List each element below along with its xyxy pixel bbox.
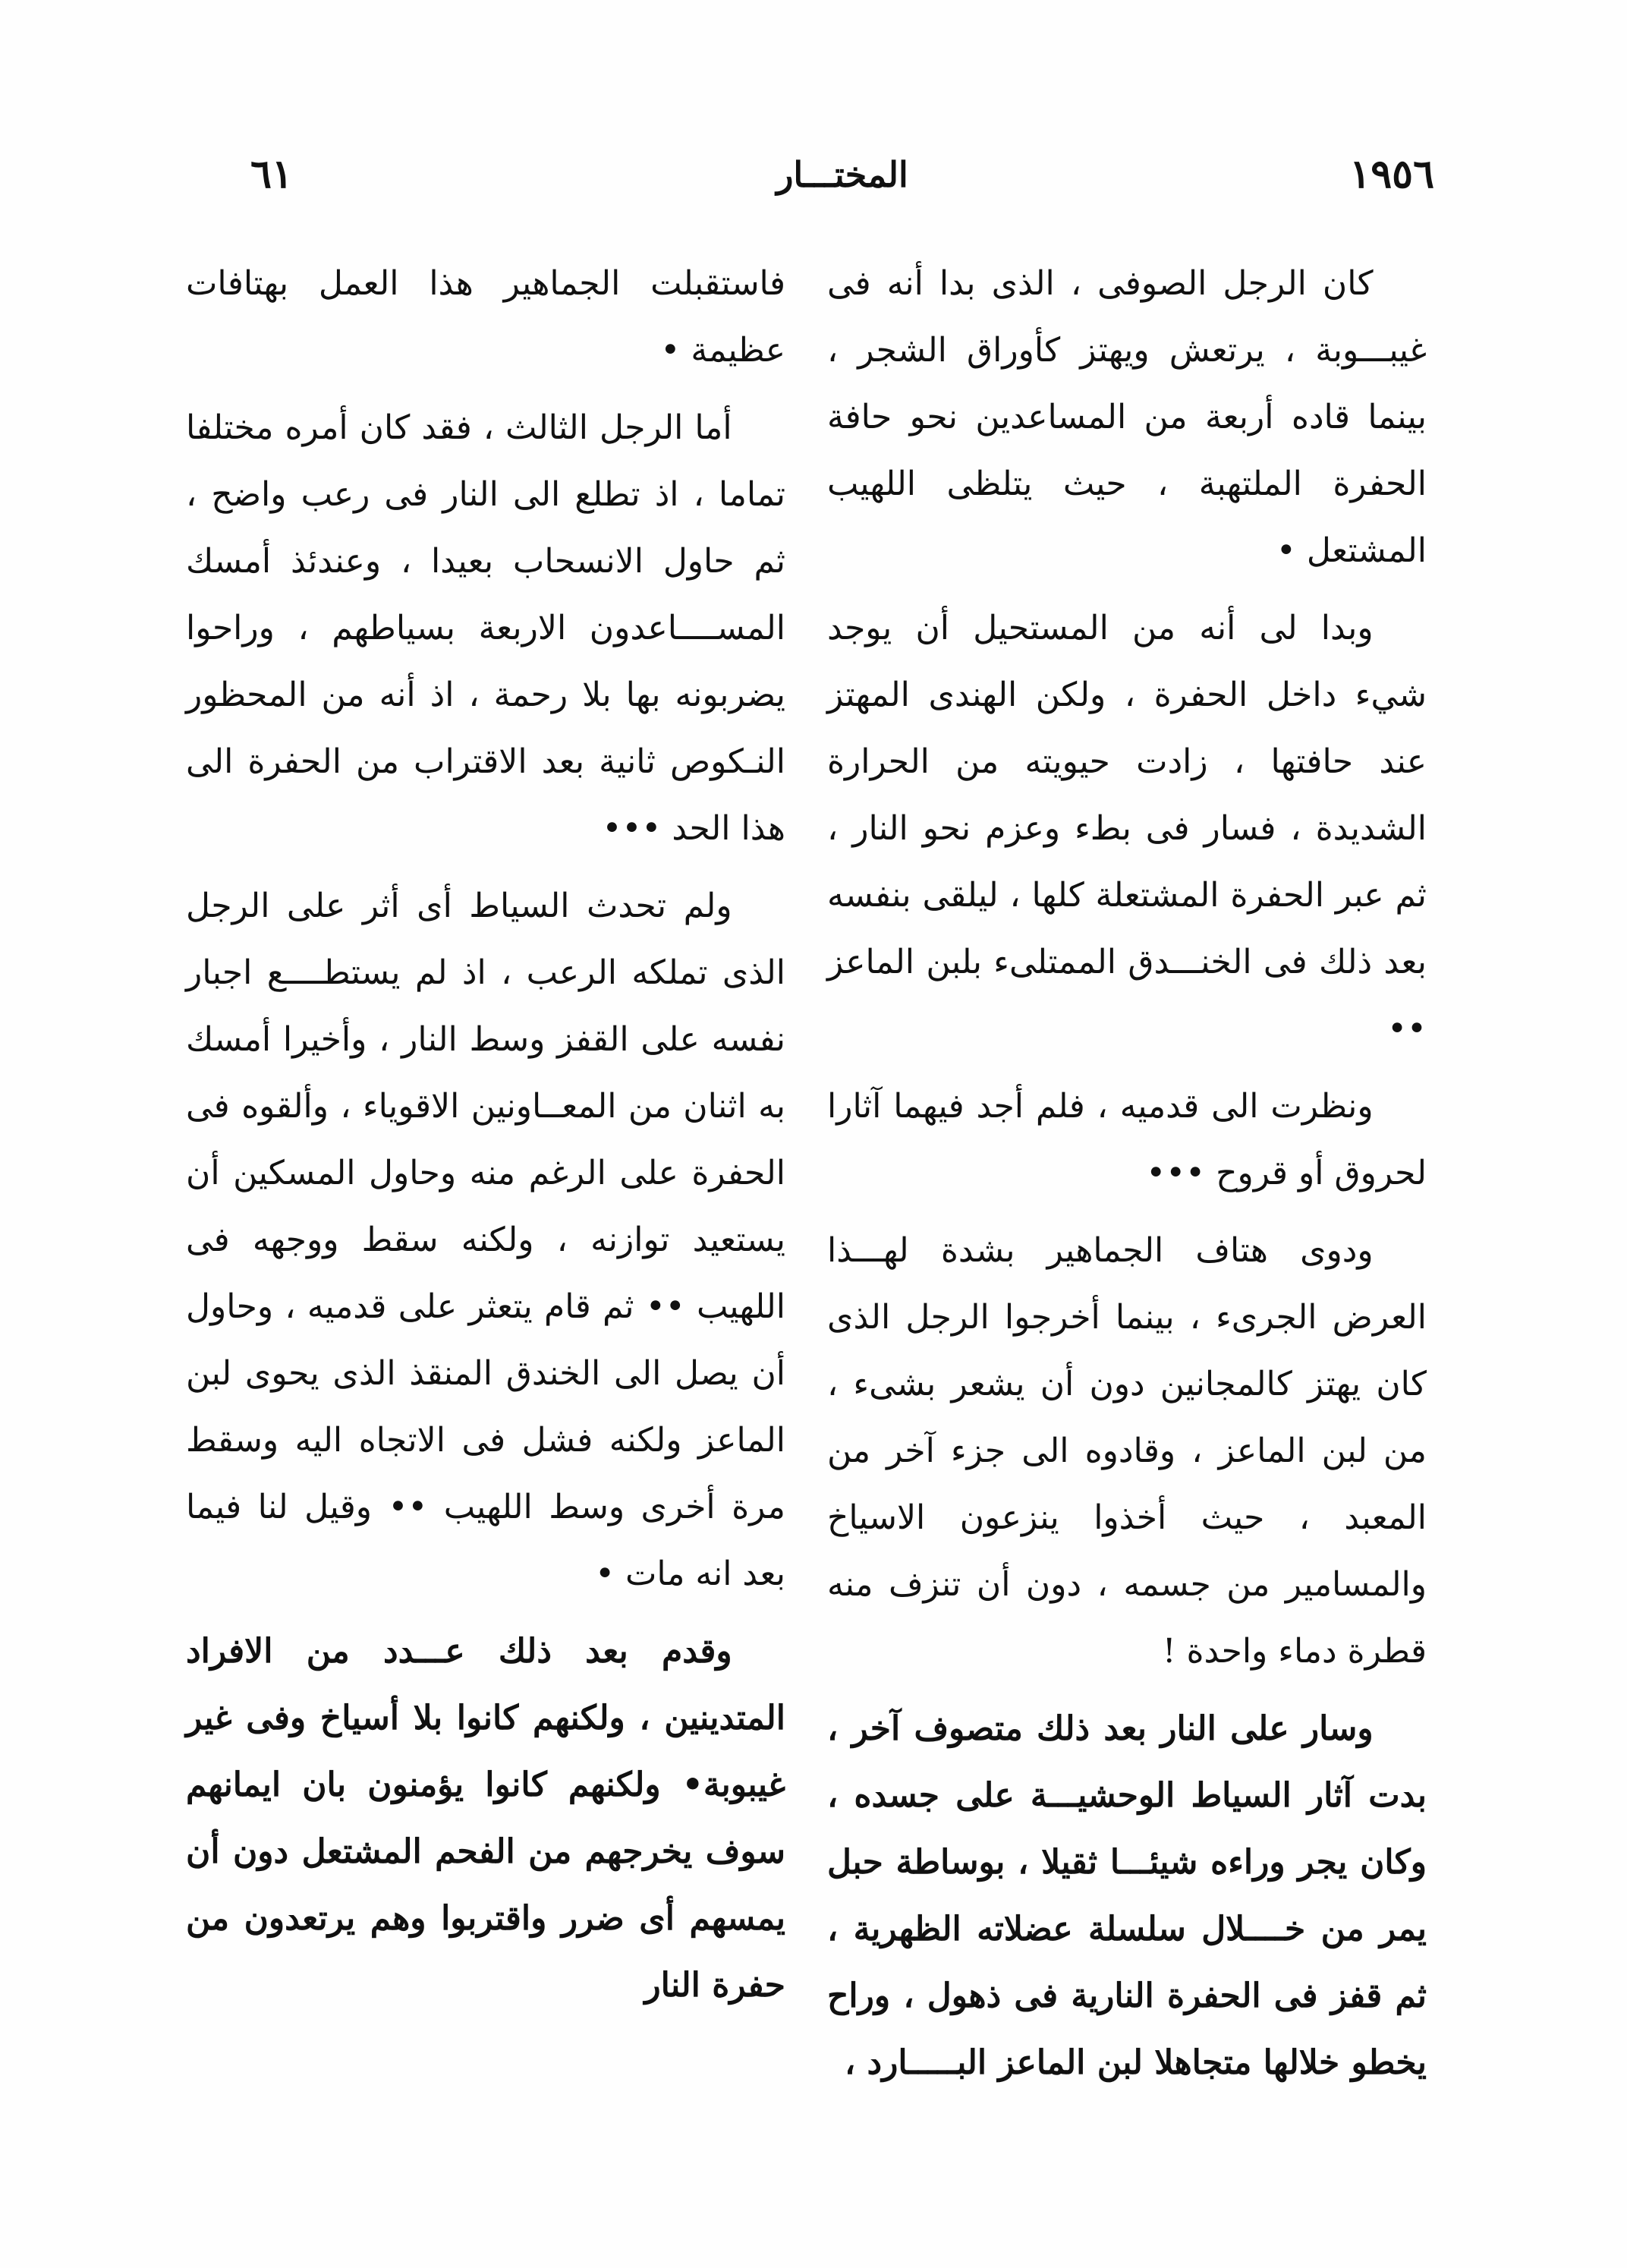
magazine-title: المختـــار xyxy=(776,154,908,195)
page-number: ٦١ xyxy=(250,151,293,197)
paragraph: وبدا لى أنه من المستحيل أن يوجد شيء داخل الحفرة ، ولكن الهندى المهتز عند حافتها ، زادت حيويته من الحرارة الشديدة ، فسار فى بطء وعزم نحو النار ، ثم عبر الحفرة المشتعلة كلها ، ليلقى بنفسه بعد ذلك فى الخنـــدق الممتلىء بلبن الماعز •• xyxy=(827,609,1427,1048)
paragraph: ولم تحدث السياط أى أثر على الرجل الذى تملكه الرعب ، اذ لم يستطــــع اجبار نفسه على القفز وسط النار ، وأخيرا أمسك به اثنان من المعــاونين الاقوياء ، وألقوه فى الحفرة على الرغم منه وحاول المسكين أن يستعيد توازنه ، ولكنه سقط ووجهه فى اللهيب •• ثم قام يتعثر على قدميه ، وحاول أن يصل الى الخندق المنقذ الذى يحوى لبن الماعز ولكنه فشل فى الاتجاه اليه وسقط مرة أخرى وسط اللهيب •• وقيل لنا فيما بعد انه مات • xyxy=(186,887,785,1593)
paragraph: فاستقبلت الجماهير هذا العمل بهتافات عظيمة • xyxy=(186,264,785,370)
right-text-column xyxy=(827,250,1427,2107)
paragraph: أما الرجل الثالث ، فقد كان أمره مختلفا تماما ، اذ تطلع الى النار فى رعب واضح ، ثم حاول الانسحاب بعيدا ، وعندئذ أمسك المســــاعدون الاربعة بسياطهم ، وراحوا يضربونه بها بلا رحمة ، اذ أنه من المحظور النـكوص ثانية بعد الاقتراب من الحفرة الى هذا الحد ••• xyxy=(186,408,785,848)
paragraph: كان الرجل الصوفى ، الذى بدا أنه فى غيبـــوبة ، يرتعش ويهتز كأوراق الشجر ، بينما قاده أربعة من المساعدين نحو حافة الحفرة الملتهبة ، حيث يتلظى اللهيب المشتعل • xyxy=(827,264,1427,570)
paragraph: وقدم بعد ذلك عـــدد من الافراد المتدينين ، ولكنهم كانوا بلا أسياخ وفى غير غيبوبة• ولكنهم كانوا يؤمنون بان ايمانهم سوف يخرجهم من الفحم المشتعل دون أن يمسهم أى ضرر واقتربوا وهم يرتعدون من حفرة النار xyxy=(186,1632,785,2005)
paragraph: وسار على النار بعد ذلك متصوف آخر ، بدت آثار السياط الوحشيـــة على جسده ، وكان يجر وراءه شيئـــا ثقيلا ، بوساطة حبل يمر من خــــلال سلسلة عضلاته الظهرية ، ثم قفز فى الحفرة النارية فى ذهول ، وراح يخطو خلالها متجاهلا لبن الماعز البـــــارد ، xyxy=(827,1709,1427,2082)
running-header xyxy=(250,144,1434,213)
left-text-column xyxy=(186,250,785,2030)
paragraph: ونظرت الى قدميه ، فلم أجد فيهما آثارا لحروق أو قروح ••• xyxy=(827,1087,1427,1192)
year: ١٩٥٦ xyxy=(1349,151,1434,197)
paragraph: ودوى هتاف الجماهير بشدة لهـــذا العرض الجرىء ، بينما أخرجوا الرجل الذى كان يهتز كالمجانين دون أن يشعر بشىء ، من لبن الماعز ، وقادوه الى جزء آخر من المعبد ، حيث أخذوا ينزعون الاسياخ والمسامير من جسمه ، دون أن تنزف منه قطرة دماء واحدة ! xyxy=(827,1231,1427,1671)
